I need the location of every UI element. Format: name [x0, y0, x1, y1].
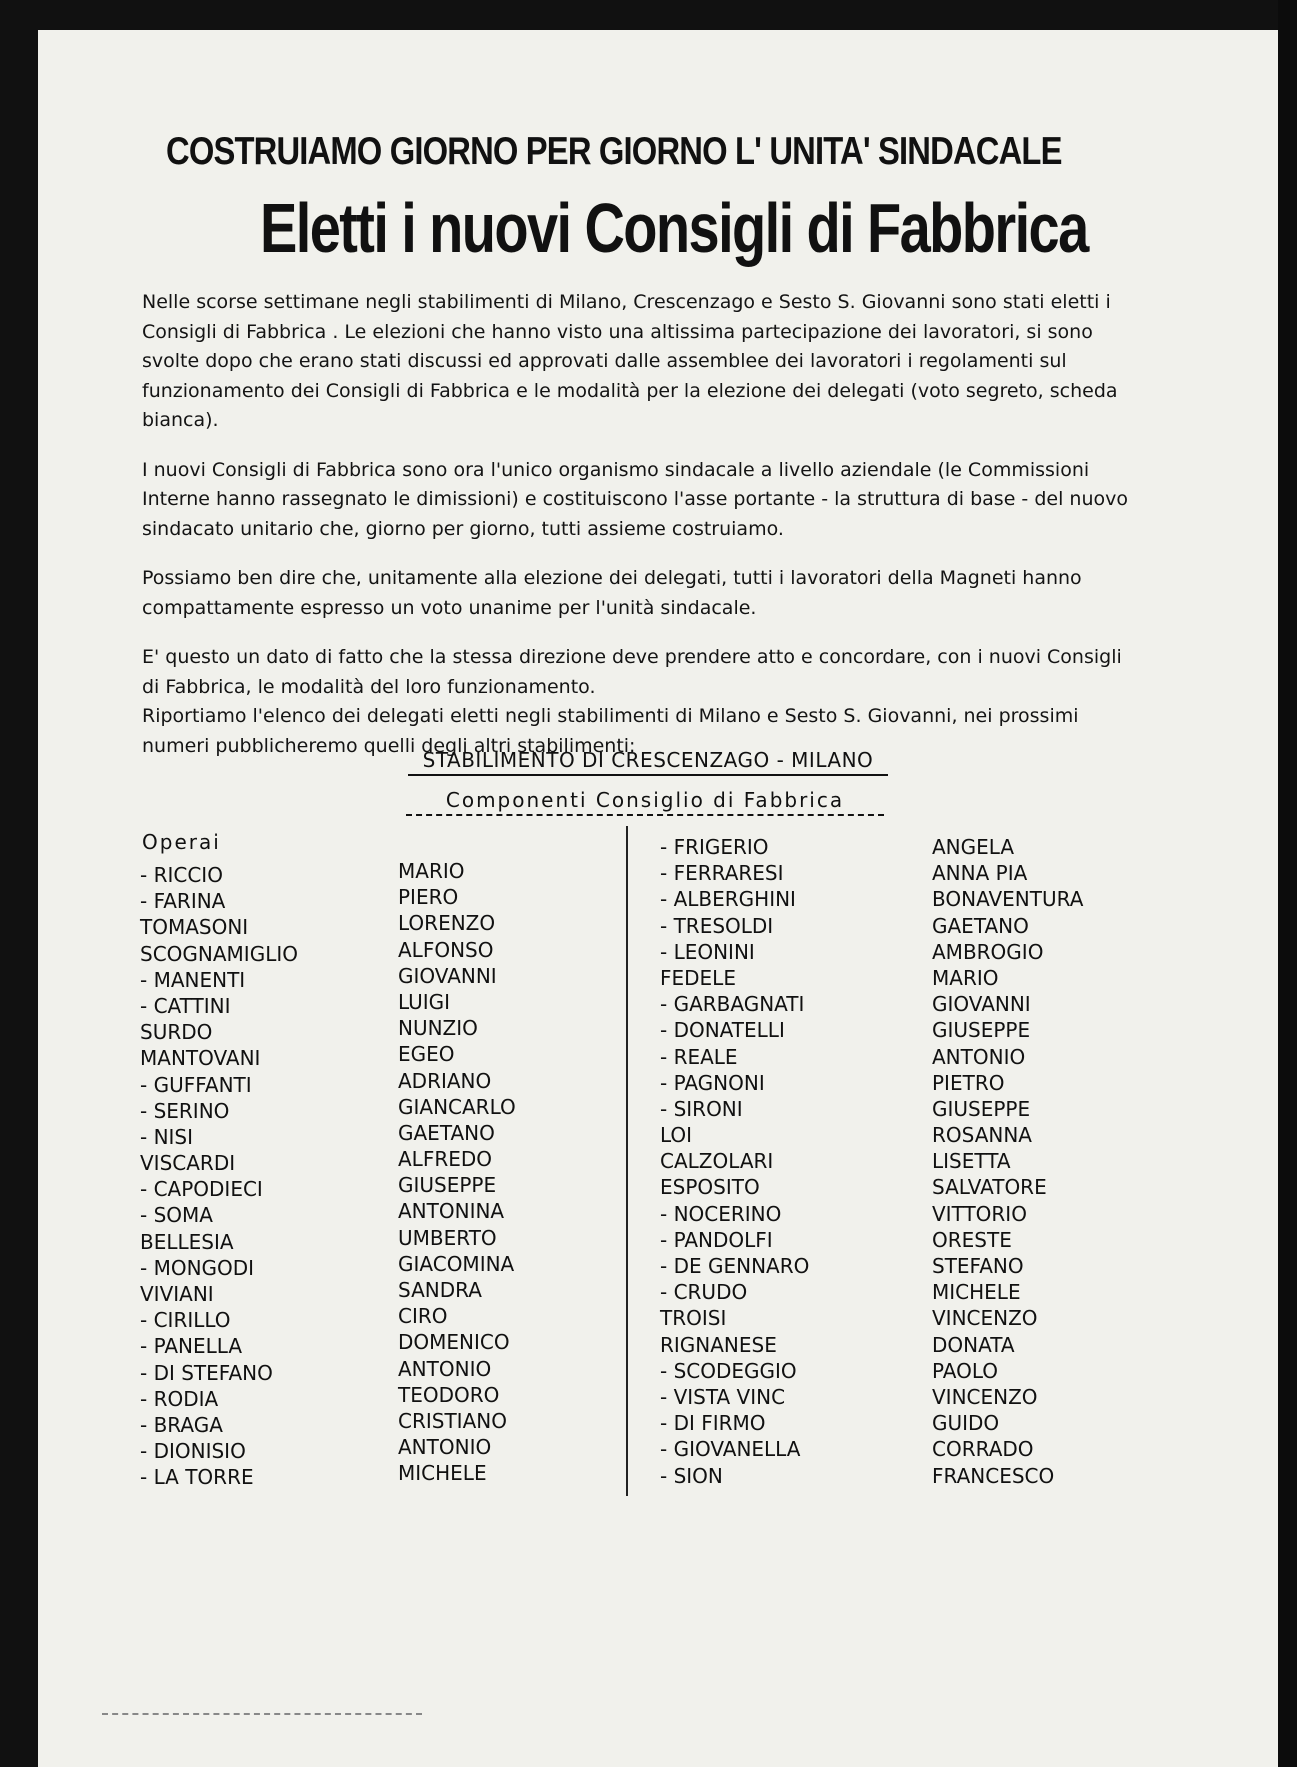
delegate-name: ROSANNA: [932, 1123, 1032, 1148]
section-title: STABILIMENTO DI CRESCENZAGO - MILANO: [408, 748, 888, 776]
delegate-name: ANTONINA: [398, 1199, 505, 1224]
delegate-surname: SURDO: [140, 1020, 213, 1045]
left-names-list: [398, 858, 516, 1487]
delegate-surname: VIVIANI: [140, 1282, 214, 1306]
delegate-name: GIANCARLO: [398, 1094, 516, 1119]
delegate-name: VINCENZO: [932, 1306, 1038, 1331]
delegate-name: VINCENZO: [932, 1384, 1038, 1409]
delegate-name: ANTONIO: [398, 1435, 492, 1460]
delegate-surname: - REALE: [660, 1044, 738, 1069]
delegate-name: CORRADO: [932, 1437, 1034, 1462]
delegate-surname: - DI FIRMO: [660, 1411, 766, 1436]
paragraph: I nuovi Consigli di Fabbrica sono ora l'unico organismo sindacale a livello aziendale (le Commissioni Interne hanno rassegnato le dimissioni) e costituiscono l'asse portante - la struttura di base - del nuovo sindacato unitario che, giorno per giorno, tutti assieme costruiamo.: [142, 458, 1128, 540]
delegate-surname: - DONATELLI: [660, 1018, 785, 1043]
delegate-name: BONAVENTURA: [932, 887, 1084, 912]
delegate-surname: MANTOVANI: [140, 1046, 261, 1071]
delegate-surname: LOI: [660, 1123, 693, 1148]
paragraph: Possiamo ben dire che, unitamente alla elezione dei delegati, tutti i lavoratori della Magneti hanno compattamente espresso un voto unanime per l'unità sindacale.: [142, 567, 1082, 619]
main-headline: Eletti i nuovi Consigli di Fabbrica: [260, 189, 1088, 267]
delegate-name: UMBERTO: [398, 1225, 497, 1250]
delegate-name: PIETRO: [932, 1070, 1005, 1095]
delegate-surname: - SERINO: [140, 1098, 230, 1123]
left-surnames-list: [140, 862, 298, 1491]
delegate-name: CRISTIANO: [398, 1408, 507, 1433]
paragraph: Riportiamo l'elenco dei delegati eletti negli stabilimenti di Milano e Sesto S. Giovanni, nei prossimi numeri pubblicheremo quelli degli altri stabilimenti:: [142, 705, 1079, 757]
delegate-name: DOMENICO: [398, 1330, 510, 1355]
delegate-surname: - MANENTI: [140, 967, 246, 992]
delegate-name: GIACOMINA: [398, 1251, 515, 1276]
delegate-name: MARIO: [932, 965, 999, 990]
delegate-surname: CALZOLARI: [660, 1149, 774, 1174]
delegate-surname: - GIOVANELLA: [660, 1437, 801, 1462]
delegate-name: TEODORO: [398, 1382, 500, 1407]
delegate-name: ANGELA: [932, 835, 1015, 859]
delegate-name: GIUSEPPE: [932, 1096, 1031, 1121]
delegate-surname: RIGNANESE: [660, 1332, 777, 1357]
delegate-surname: - DE GENNARO: [660, 1254, 810, 1278]
delegate-name: ALFONSO: [398, 937, 494, 962]
delegate-name: EGEO: [398, 1042, 455, 1067]
delegate-surname: - CATTINI: [140, 993, 231, 1018]
delegate-surname: - MONGODI: [140, 1255, 255, 1280]
delegate-surname: - FARINA: [140, 889, 226, 914]
delegate-name: LUIGI: [398, 989, 451, 1014]
delegate-name: ADRIANO: [398, 1068, 492, 1093]
delegate-surname: - LA TORRE: [140, 1465, 254, 1490]
delegate-surname: - VISTA VINC: [660, 1384, 786, 1409]
delegate-surname: - RICCIO: [140, 863, 223, 887]
delegate-name: FRANCESCO: [932, 1463, 1055, 1488]
delegate-surname: FEDELE: [660, 965, 736, 990]
article-body: [142, 288, 1142, 761]
delegate-name: NUNZIO: [398, 1016, 478, 1041]
right-surnames-list: [660, 834, 809, 1489]
delegate-surname: - RODIA: [140, 1386, 219, 1411]
right-names-list: [932, 834, 1083, 1489]
delegate-surname: - LEONINI: [660, 939, 755, 964]
delegate-name: GAETANO: [932, 913, 1029, 938]
delegate-name: CIRO: [398, 1304, 448, 1329]
delegate-surname: - PANELLA: [140, 1334, 243, 1359]
delegate-surname: - NISI: [140, 1124, 194, 1149]
delegate-surname: VISCARDI: [140, 1151, 236, 1176]
delegate-surname: - SION: [660, 1463, 723, 1488]
delegate-surname: - PANDOLFI: [660, 1227, 773, 1252]
delegate-name: STEFANO: [932, 1254, 1024, 1278]
delegate-name: MICHELE: [398, 1461, 487, 1486]
delegate-surname: ESPOSITO: [660, 1175, 760, 1200]
delegate-surname: - DI STEFANO: [140, 1360, 273, 1385]
delegate-surname: - NOCERINO: [660, 1201, 782, 1226]
delegate-name: LORENZO: [398, 911, 496, 936]
column-divider: [626, 826, 628, 1496]
delegate-surname: - CAPODIECI: [140, 1177, 263, 1202]
delegate-name: AMBROGIO: [932, 939, 1044, 964]
delegate-surname: - DIONISIO: [140, 1439, 246, 1464]
delegate-surname: - GUFFANTI: [140, 1072, 252, 1097]
delegate-name: SALVATORE: [932, 1175, 1047, 1200]
delegate-name: PIERO: [398, 885, 459, 910]
document-page: [38, 30, 1278, 1767]
delegate-surname: - SCODEGGIO: [660, 1358, 797, 1383]
crop-mark: [102, 1713, 422, 1715]
delegate-surname: - SOMA: [140, 1203, 213, 1228]
paragraph: E' questo un dato di fatto che la stessa direzione deve prendere atto e concordare, con i nuovi Consigli di Fabbrica, le modalità del loro funzionamento.: [142, 646, 1122, 698]
section-subtitle: Componenti Consiglio di Fabbrica: [406, 788, 884, 816]
delegate-surname: - ALBERGHINI: [660, 887, 796, 912]
delegate-name: ANNA PIA: [932, 861, 1028, 886]
delegate-name: ANTONIO: [398, 1356, 492, 1381]
delegate-name: GUIDO: [932, 1411, 1000, 1436]
delegate-surname: - TRESOLDI: [660, 913, 774, 938]
delegate-surname: - CIRILLO: [140, 1308, 231, 1333]
delegate-name: GIOVANNI: [398, 963, 497, 988]
delegate-surname: - PAGNONI: [660, 1070, 765, 1095]
delegate-surname: - CRUDO: [660, 1280, 748, 1305]
delegate-name: ANTONIO: [932, 1044, 1026, 1069]
kicker-headline: COSTRUIAMO GIORNO PER GIORNO L' UNITA' SINDACALE: [166, 130, 1062, 173]
delegate-surname: - GARBAGNATI: [660, 992, 805, 1017]
delegate-name: GIUSEPPE: [932, 1018, 1031, 1043]
scan-edge: [1278, 0, 1297, 1767]
delegate-surname: - FERRARESI: [660, 861, 784, 886]
delegate-name: GIUSEPPE: [398, 1173, 497, 1198]
delegate-surname: TROISI: [660, 1306, 727, 1331]
delegate-name: LISETTA: [932, 1149, 1011, 1174]
delegate-name: DONATA: [932, 1332, 1015, 1357]
delegate-name: SANDRA: [398, 1278, 482, 1302]
delegate-name: GIOVANNI: [932, 992, 1031, 1017]
delegate-name: GAETANO: [398, 1120, 495, 1145]
delegate-name: MARIO: [398, 859, 465, 883]
paragraph: Nelle scorse settimane negli stabilimenti di Milano, Crescenzago e Sesto S. Giovanni sono stati eletti i Consigli di Fabbrica . Le elezioni che hanno visto una altissima partecipazione dei lavoratori, si sono svolte dopo che erano stati discussi ed approvati dalle assemblee dei lavoratori i regolamenti sul funzionamento dei Consigli di Fabbrica e le modalità per la elezione dei delegati (voto segreto, scheda bianca).: [142, 291, 1118, 431]
delegate-name: ORESTE: [932, 1227, 1012, 1252]
delegate-surname: - FRIGERIO: [660, 835, 769, 859]
delegate-surname: SCOGNAMIGLIO: [140, 941, 298, 966]
operai-label: Operai: [142, 830, 221, 854]
delegate-surname: - SIRONI: [660, 1096, 743, 1121]
delegate-name: MICHELE: [932, 1280, 1021, 1305]
delegate-name: ALFREDO: [398, 1147, 493, 1172]
delegate-name: PAOLO: [932, 1358, 999, 1383]
delegate-surname: - BRAGA: [140, 1412, 223, 1437]
delegate-name: VITTORIO: [932, 1201, 1027, 1226]
delegate-surname: TOMASONI: [140, 915, 249, 940]
delegate-surname: BELLESIA: [140, 1229, 234, 1254]
